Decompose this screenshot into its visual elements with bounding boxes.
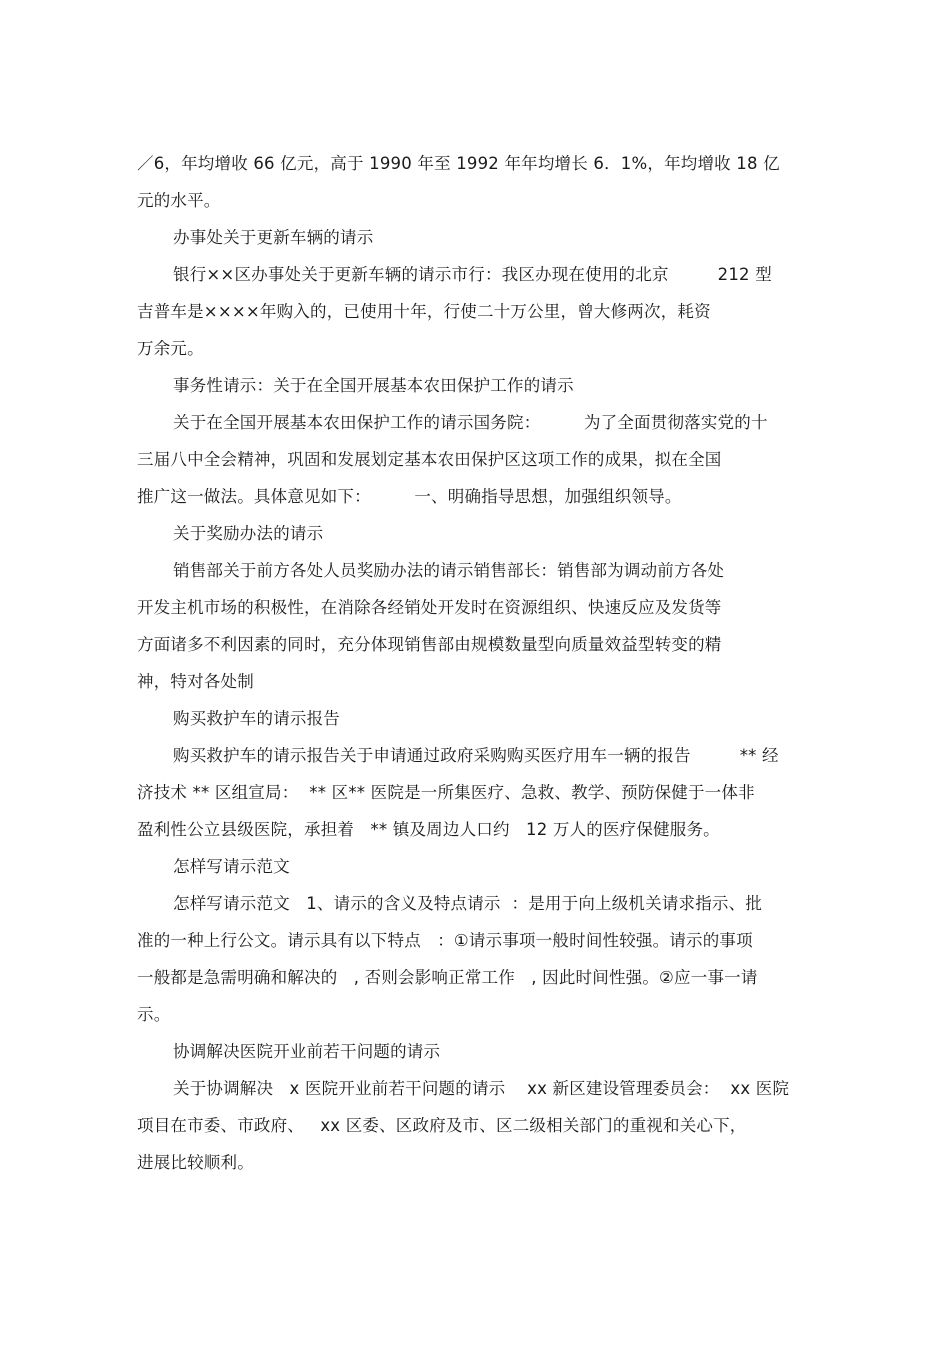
text-line: 准的一种上行公文。请示具有以下特点 ：①请示事项一般时间性较强。请示的事项 bbox=[137, 931, 753, 950]
text-line: 济技术 ** 区组宣局： ** 区** 医院是一所集医疗、急救、教学、预防保健于一体非 bbox=[137, 783, 755, 802]
text-line: 神，特对各处制 bbox=[137, 672, 254, 691]
text-line: 进展比较顺利。 bbox=[137, 1153, 254, 1172]
text-line: 推广这一做法。具体意见如下： 一、明确指导思想，加强组织领导。 bbox=[137, 487, 682, 506]
text-line: 购买救护车的请示报告关于申请通过政府采购购买医疗用车一辆的报告 ** 经 bbox=[173, 746, 779, 765]
text-line: 关于协调解决 x 医院开业前若干问题的请示 xx 新区建设管理委员会： xx 医院 bbox=[173, 1079, 790, 1098]
text-line: 银行××区办事处关于更新车辆的请示市行：我区办现在使用的北京 212 型 bbox=[173, 265, 772, 284]
section-heading: 办事处关于更新车辆的请示 bbox=[173, 228, 374, 247]
section-heading: 购买救护车的请示报告 bbox=[173, 709, 340, 728]
text-line: 一般都是急需明确和解决的 , 否则会影响正常工作 , 因此时间性强。②应一事一请 bbox=[137, 968, 758, 987]
text-line: 开发主机市场的积极性，在消除各经销处开发时在资源组织、快速反应及发货等 bbox=[137, 598, 722, 617]
text-line: 三届八中全会精神，巩固和发展划定基本农田保护区这项工作的成果，拟在全国 bbox=[137, 450, 722, 469]
text-line: ／6，年均增收 66 亿元，高于 1990 年至 1992 年年均增长 6．1%，年均增收 18 亿 bbox=[137, 154, 780, 173]
section-heading: 怎样写请示范文 bbox=[173, 857, 290, 876]
text-line: 元的水平。 bbox=[137, 191, 221, 210]
text-line: 怎样写请示范文 1、请示的含义及特点请示 ：是用于向上级机关请求指示、批 bbox=[173, 894, 763, 913]
section-heading: 关于奖励办法的请示 bbox=[173, 524, 324, 543]
section-heading: 协调解决医院开业前若干问题的请示 bbox=[173, 1042, 441, 1061]
text-line: 销售部关于前方各处人员奖励办法的请示销售部长：销售部为调动前方各处 bbox=[173, 561, 725, 580]
text-line: 示。 bbox=[137, 1005, 171, 1024]
text-line: 盈利性公立县级医院，承担着 ** 镇及周边人口约 12 万人的医疗保健服务。 bbox=[137, 820, 720, 839]
text-line: 方面诸多不利因素的同时，充分体现销售部由规模数量型向质量效益型转变的精 bbox=[137, 635, 722, 654]
section-heading: 事务性请示：关于在全国开展基本农田保护工作的请示 bbox=[173, 376, 574, 395]
text-line: 项目在市委、市政府、 xx 区委、区政府及市、区二级相关部门的重视和关心下， bbox=[137, 1116, 747, 1135]
text-line: 吉普车是××××年购入的，已使用十年，行使二十万公里，曾大修两次，耗资 bbox=[137, 302, 711, 321]
text-line: 关于在全国开展基本农田保护工作的请示国务院： 为了全面贯彻落实党的十 bbox=[173, 413, 768, 432]
text-line: 万余元。 bbox=[137, 339, 204, 358]
